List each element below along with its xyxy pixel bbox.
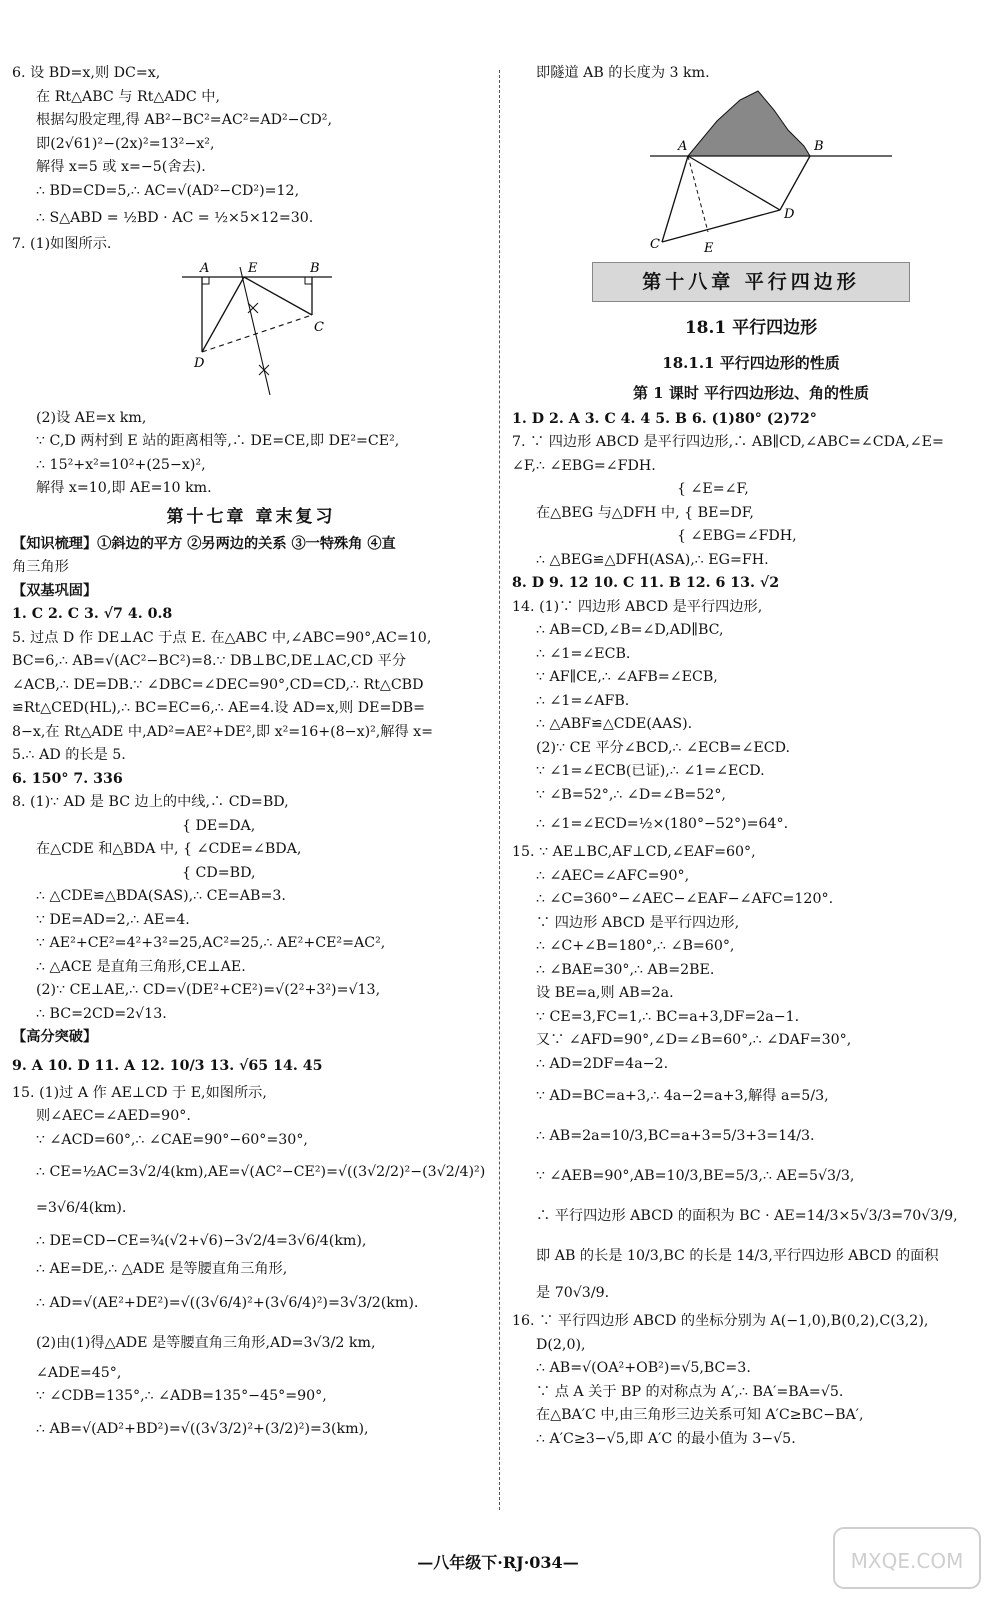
text-line: 设 BE=a,则 AB=2a. (536, 985, 674, 1001)
subsection-title: 18.1.1 平行四边形的性质 (662, 353, 840, 372)
text-line: ∴ △ACE 是直角三角形,CE⊥AE. (36, 958, 246, 975)
chapter-18-banner: 第十八章 平行四边形 (592, 262, 910, 302)
text-line: ∴ △CDE≌△BDA(SAS),∴ CE=AB=3. (36, 888, 286, 904)
label-b: B (310, 260, 320, 276)
lesson-answers (512, 408, 990, 1452)
text-line: 即 AB 的长是 10/3,BC 的长是 14/3,平行四边形 ABCD 的面积 (536, 1248, 939, 1264)
text-line: ∵ ∠AEB=90°,AB=10/3,BE=5/3,∴ AE=5√3/3, (536, 1168, 855, 1184)
text-line: 在 Rt△ABC 与 Rt△ADC 中, (36, 88, 220, 105)
text-line: ∴ ∠C+∠B=180°,∴ ∠B=60°, (536, 938, 735, 954)
text-line: ∵ AD=BC=a+3,∴ 4a−2=a+3,解得 a=5/3, (536, 1088, 829, 1104)
text-line: ∵ AF∥CE,∴ ∠AFB=∠ECB, (536, 669, 718, 685)
text-line: 1. D 2. A 3. C 4. 4 5. B 6. (1)80° (2)72° (512, 410, 817, 427)
chapter-17-title: 第十七章 章末复习 (166, 506, 336, 527)
text-line: 15. ∵ AE⊥BC,AF⊥CD,∠EAF=60°, (512, 844, 756, 860)
text-line: 6. 150° 7. 336 (12, 770, 123, 787)
text-line: 15. (1)过 A 作 AE⊥CD 于 E,如图所示, (12, 1084, 267, 1101)
text-line: 根据勾股定理,得 AB²−BC²=AC²=AD²−CD², (36, 112, 332, 128)
page-footer: —八年级下·RJ·034— (417, 1553, 579, 1572)
watermark-text: MXQE.COM (850, 1549, 964, 1573)
figure-tunnel-diagram (512, 86, 990, 256)
text-line: ∠F,∴ ∠EBG=∠FDH. (512, 457, 656, 474)
text-line: (2)∵ CE 平分∠BCD,∴ ∠ECB=∠ECD. (536, 739, 790, 756)
text-line: ∴ ∠C=360°−∠AEC−∠EAF−∠AFC=120°. (536, 891, 834, 907)
text-line: 角三角形 (12, 559, 69, 575)
text-line: ∵ 点 A 关于 BP 的对称点为 A′,∴ BA′=BA=√5. (536, 1383, 844, 1400)
text-line: ∴ AB=CD,∠B=∠D,AD∥BC, (536, 622, 724, 638)
text-line: 8−x,在 Rt△ADE 中,AD²=AE²+DE²,即 x²=16+(8−x)²,解得 x= (12, 723, 434, 740)
text-line: BC=6,∴ AB=√(AC²−BC²)=8.∵ DB⊥BC,DE⊥AC,CD 平分 (12, 653, 407, 669)
label-a: A (678, 138, 688, 154)
text-line: 14. (1)∵ 四边形 ABCD 是平行四边形, (512, 598, 763, 615)
label-e: E (248, 260, 258, 276)
label-e: E (704, 240, 714, 256)
text-line: 1. C 2. C 3. √7 4. 0.8 (12, 606, 173, 622)
text-line: 5.∴ AD 的长是 5. (12, 747, 126, 763)
text-line: 在△CDE 和△BDA 中, { ∠CDE=∠BDA, (36, 841, 302, 857)
text-line: ∵ ∠B=52°,∴ ∠D=∠B=52°, (536, 786, 726, 803)
text-line: ∴ ∠1=∠ECD=½×(180°−52°)=64°. (536, 816, 789, 832)
section-tag: 【双基巩固】 (12, 582, 98, 599)
text-line: ∵ AE²+CE²=4²+3²=25,AC²=25,∴ AE²+CE²=AC², (36, 935, 386, 951)
watermark-logo (832, 1526, 982, 1590)
text-line: ∠ACB,∴ DE=DB.∵ ∠DBC=∠DEC=90°,CD=CD,∴ Rt△CBD (12, 676, 424, 693)
text-line: 7. ∵ 四边形 ABCD 是平行四边形,∴ AB∥CD,∠ABC=∠CDA,∠E= (512, 434, 944, 450)
text-line: 即隧道 AB 的长度为 3 km. (536, 65, 710, 81)
text-line: ∴ 15²+x²=10²+(25−x)², (36, 456, 206, 473)
lesson-title: 第 1 课时 平行四边形边、角的性质 (632, 383, 870, 402)
text-line: 8. D 9. 12 10. C 11. B 12. 6 13. √2 (512, 575, 780, 591)
text-line: ∴ AB=√(AD²+BD²)=√((3√3/2)²+(3/2)²)=3(km), (36, 1420, 369, 1437)
text-line: ∴ BC=2CD=2√13. (36, 1005, 167, 1022)
text-line: =3√6/4(km). (36, 1200, 127, 1216)
text-line: 5. 过点 D 作 DE⊥AC 于点 E. 在△ABC 中,∠ABC=90°,AC=10, (12, 629, 432, 646)
text-line: ∴ △ABF≌△CDE(AAS). (536, 716, 693, 732)
figure-station-diagram (12, 257, 490, 407)
text-line: { CD=BD, (182, 864, 256, 881)
chapter-17-review (12, 533, 490, 1449)
text-line: ∴ AD=2DF=4a−2. (536, 1055, 669, 1072)
text-line: (2)∵ CE⊥AE,∴ CD=√(DE²+CE²)=√(2²+3²)=√13, (36, 982, 381, 998)
text-line: ∵ 四边形 ABCD 是平行四边形, (536, 914, 740, 931)
text-line: ∴ S△ABD = ½BD · AC = ½×5×12=30. (36, 210, 314, 226)
text-line: D(2,0), (536, 1336, 586, 1353)
label-b: B (814, 138, 824, 154)
text-line: ∴ AD=√(AE²+DE²)=√((3√6/4)²+(3√6/4)²)=3√3/2(km). (36, 1294, 419, 1311)
text-line: 解得 x=10,即 AE=10 km. (36, 480, 212, 496)
problem-7-part2 (12, 407, 490, 501)
text-line: ∴ BD=CD=5,∴ AC=√(AD²−CD²)=12, (36, 182, 300, 199)
text-line: 7. (1)如图所示. (12, 236, 112, 252)
text-line: 【知识梳理】①斜边的平方 ②另两边的关系 ③一特殊角 ④直 (12, 535, 396, 552)
text-line: ∴ 平行四边形 ABCD 的面积为 BC · AE=14/3×5√3/3=70√3/9, (536, 1208, 958, 1224)
text-line: 解得 x=5 或 x=−5(舍去). (36, 159, 206, 175)
left-column (12, 62, 490, 1449)
text-line: ∴ ∠1=∠ECB. (536, 645, 631, 662)
right-column (512, 62, 990, 1451)
text-line: ∴ AB=2a=10/3,BC=a+3=5/3+3=14/3. (536, 1128, 815, 1144)
text-line: { ∠E=∠F, (677, 481, 749, 497)
text-line: ∵ C,D 两村到 E 站的距离相等,∴ DE=CE,即 DE²=CE², (36, 433, 400, 449)
text-line: 是 70√3/9. (536, 1285, 610, 1301)
text-line: ≌Rt△CED(HL),∴ BC=EC=6,∴ AE=4.设 AD=x,则 DE=DB= (12, 700, 426, 716)
text-line: (2)由(1)得△ADE 是等腰直角三角形,AD=3√3/2 km, (36, 1334, 376, 1351)
text-line: ∴ AB=√(OA²+OB²)=√5,BC=3. (536, 1360, 751, 1376)
text-line: 6. 设 BD=x,则 DC=x, (12, 65, 161, 81)
text-line: ∴ ∠AEC=∠AFC=90°, (536, 867, 690, 884)
text-line: ∴ AE=DE,∴ △ADE 是等腰直角三角形, (36, 1261, 288, 1277)
text-line: ∵ ∠CDB=135°,∴ ∠ADB=135°−45°=90°, (36, 1388, 327, 1404)
text-line: ∴ CE=½AC=3√2/4(km),AE=√(AC²−CE²)=√((3√2/2)²−(3√2/4)²) (36, 1164, 486, 1180)
label-c: C (314, 319, 324, 335)
label-a: A (200, 260, 210, 276)
text-line: ∵ CE=3,FC=1,∴ BC=a+3,DF=2a−1. (536, 1008, 800, 1025)
column-divider (499, 70, 500, 1510)
label-d: D (194, 355, 205, 371)
problem-6-block (12, 62, 490, 257)
text-line: 16. ∵ 平行四边形 ABCD 的坐标分别为 A(−1,0),B(0,2),C(3,2), (512, 1313, 929, 1329)
text-line: ∵ ∠1=∠ECB(已证),∴ ∠1=∠ECD. (536, 763, 765, 779)
text-line: ∴ ∠BAE=30°,∴ AB=2BE. (536, 961, 715, 978)
text-line: ∴ △BEG≌△DFH(ASA),∴ EG=FH. (536, 551, 769, 568)
text-line: 则∠AEC=∠AED=90°. (36, 1108, 191, 1124)
text-line: 又∵ ∠AFD=90°,∠D=∠B=60°,∴ ∠DAF=30°, (536, 1032, 852, 1048)
text-line: ∠ADE=45°, (36, 1364, 122, 1381)
text-line: 9. A 10. D 11. A 12. 10/3 13. √65 14. 45 (12, 1057, 323, 1074)
text-line: ∴ ∠1=∠AFB. (536, 692, 630, 709)
text-line: { ∠EBG=∠FDH, (677, 528, 797, 544)
text-line: { DE=DA, (182, 817, 256, 834)
label-d: D (784, 206, 795, 222)
text-line: ∵ DE=AD=2,∴ AE=4. (36, 911, 190, 928)
text-line: 在△BEG 与△DFH 中, { BE=DF, (536, 504, 754, 521)
label-c: C (650, 236, 660, 252)
section-title: 18.1 平行四边形 (684, 317, 818, 338)
text-line: (2)设 AE=x km, (36, 409, 147, 426)
text-line: ∴ DE=CD−CE=¾(√2+√6)−3√2/4=3√6/4(km), (36, 1233, 367, 1249)
section-tag: 【高分突破】 (12, 1029, 98, 1045)
text-line: ∴ A′C≥3−√5,即 A′C 的最小值为 3−√5. (536, 1430, 796, 1447)
text-line: 在△BA′C 中,由三角形三边关系可知 A′C≥BC−BA′, (536, 1407, 864, 1423)
text-line: 即(2√61)²−(2x)²=13²−x², (36, 135, 215, 152)
text-line: ∵ ∠ACD=60°,∴ ∠CAE=90°−60°=30°, (36, 1131, 308, 1148)
text-line: 8. (1)∵ AD 是 BC 边上的中线,∴ CD=BD, (12, 794, 289, 810)
